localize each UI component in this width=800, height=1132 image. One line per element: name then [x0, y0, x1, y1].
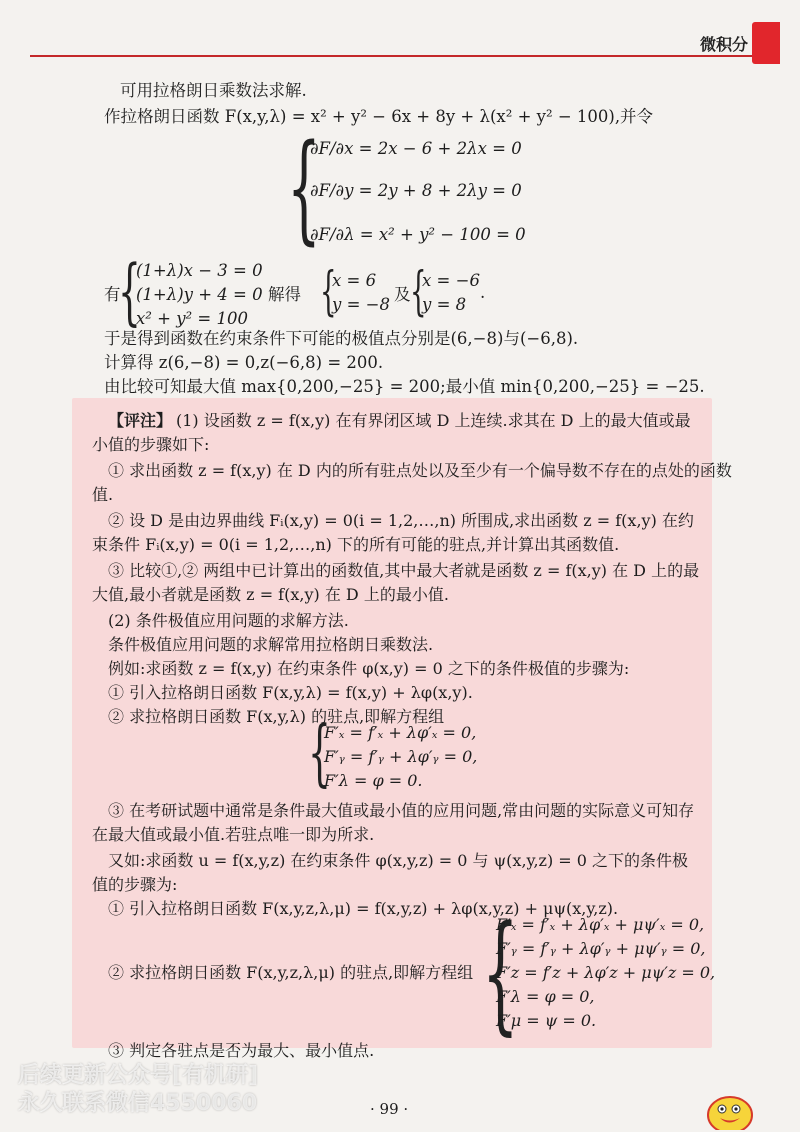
- equation: ∂F/∂λ = x² + y² − 100 = 0: [310, 225, 526, 244]
- text-line: 计算得 z(6,−8) = 0,z(−6,8) = 200.: [104, 353, 384, 372]
- equation: ∂F/∂y = 2y + 8 + 2λy = 0: [310, 181, 522, 200]
- text-line: ① 引入拉格朗日函数 F(x,y,λ) = f(x,y) + λφ(x,y).: [108, 683, 473, 702]
- commentary-box: [72, 398, 732, 1048]
- text-line: ③ 比较①,② 两组中已计算出的函数值,其中最大者就是函数 z = f(x,y) 在 D 上的最: [108, 561, 700, 580]
- text-line: 例如:求函数 z = f(x,y) 在约束条件 φ(x,y) = 0 之下的条件极值的步骤为:: [108, 659, 630, 678]
- header-rule: [30, 55, 770, 57]
- left-brace: {: [308, 710, 331, 794]
- equation: F′μ = ψ = 0.: [496, 1011, 597, 1030]
- watermark-line: 永久联系微信4550060: [18, 1091, 258, 1116]
- text-line: ① 求出函数 z = f(x,y) 在 D 内的所有驻点处以及至少有一个偏导数不存在的点处的函数: [108, 461, 732, 480]
- equation: F′ₓ = f′ₓ + λφ′ₓ = 0,: [324, 723, 477, 742]
- text-jiede: 解得: [268, 285, 301, 304]
- solution: x = 6: [332, 271, 377, 290]
- equation: F′ₓ = f′ₓ + λφ′ₓ + μψ′ₓ = 0,: [496, 915, 705, 934]
- left-brace: {: [287, 118, 321, 256]
- left-brace: {: [482, 899, 519, 1048]
- text-line: 于是得到函数在约束条件下可能的极值点分别是(6,−8)与(−6,8).: [104, 329, 579, 348]
- text-line: ③ 在考研试题中通常是条件最大值或最小值的应用问题,常由问题的实际意义可知存: [108, 801, 695, 820]
- text-line: 作拉格朗日函数 F(x,y,λ) = x² + y² − 6x + 8y + λ(x² + y² − 100),并令: [104, 107, 654, 126]
- page-number: · 99 ·: [370, 1100, 409, 1118]
- text-you: 有: [104, 285, 121, 304]
- equation: ∂F/∂x = 2x − 6 + 2λx = 0: [310, 139, 522, 158]
- text-line: ② 设 D 是由边界曲线 Fᵢ(x,y) = 0(i = 1,2,…,n) 所围成,求出函数 z = f(x,y) 在约: [108, 511, 694, 530]
- commentary-tag: 【评注】: [108, 411, 173, 430]
- text-line: 由比较可知最大值 max{0,200,−25} = 200;最小值 min{0,200,−25} = −25.: [104, 377, 705, 396]
- equation: F′ᵧ = f′ᵧ + λφ′ᵧ + μψ′ᵧ = 0,: [496, 939, 706, 958]
- watermark-line: 后续更新公众号[有机研]: [18, 1063, 259, 1088]
- text-line: (2) 条件极值应用问题的求解方法.: [108, 611, 349, 630]
- text-line: ② 求拉格朗日函数 F(x,y,z,λ,μ) 的驻点,即解方程组: [108, 963, 474, 982]
- left-brace: {: [320, 262, 337, 322]
- left-brace: {: [118, 249, 141, 333]
- equation: x² + y² = 100: [136, 309, 248, 328]
- text-line: 值.: [92, 485, 114, 504]
- solution: y = −8: [332, 295, 390, 314]
- equation: (1+λ)y + 4 = 0: [136, 285, 263, 304]
- equation: F′λ = φ = 0,: [496, 987, 595, 1006]
- period: .: [480, 283, 486, 302]
- equation: F′z = f′z + λφ′z + μψ′z = 0,: [496, 963, 716, 982]
- text-ji: 及: [394, 285, 411, 304]
- text-line: 值的步骤为:: [92, 875, 178, 894]
- running-header-title: 微积分: [700, 35, 749, 54]
- header-red-tab: [752, 22, 780, 64]
- smiley-mascot-icon: [700, 1085, 760, 1130]
- text-line: ① 引入拉格朗日函数 F(x,y,z,λ,μ) = f(x,y,z) + λφ(x,y,z) + μψ(x,y,z).: [108, 899, 619, 918]
- solution: x = −6: [422, 271, 480, 290]
- text-line: (1) 设函数 z = f(x,y) 在有界闭区域 D 上连续.求其在 D 上的最大值或最: [176, 411, 691, 430]
- solution: y = 8: [422, 295, 467, 314]
- equation: (1+λ)x − 3 = 0: [136, 261, 263, 280]
- equation: F′λ = φ = 0.: [324, 771, 423, 790]
- text-line: 可用拉格朗日乘数法求解.: [120, 81, 307, 100]
- text-line: 小值的步骤如下:: [92, 435, 210, 454]
- left-brace: {: [410, 262, 427, 322]
- text-line: 在最大值或最小值.若驻点唯一即为所求.: [92, 825, 375, 844]
- text-line: ③ 判定各驻点是否为最大、最小值点.: [108, 1041, 375, 1060]
- text-line: 大值,最小者就是函数 z = f(x,y) 在 D 上的最小值.: [92, 585, 449, 604]
- equation: F′ᵧ = f′ᵧ + λφ′ᵧ = 0,: [324, 747, 478, 766]
- text-line: 又如:求函数 u = f(x,y,z) 在约束条件 φ(x,y,z) = 0 与 ψ(x,y,z) = 0 之下的条件极: [108, 851, 689, 870]
- text-line: 条件极值应用问题的求解常用拉格朗日乘数法.: [108, 635, 434, 654]
- text-line: ② 求拉格朗日函数 F(x,y,λ) 的驻点,即解方程组: [108, 707, 445, 726]
- text-line: 束条件 Fᵢ(x,y) = 0(i = 1,2,…,n) 下的所有可能的驻点,并计算出其函数值.: [92, 535, 620, 554]
